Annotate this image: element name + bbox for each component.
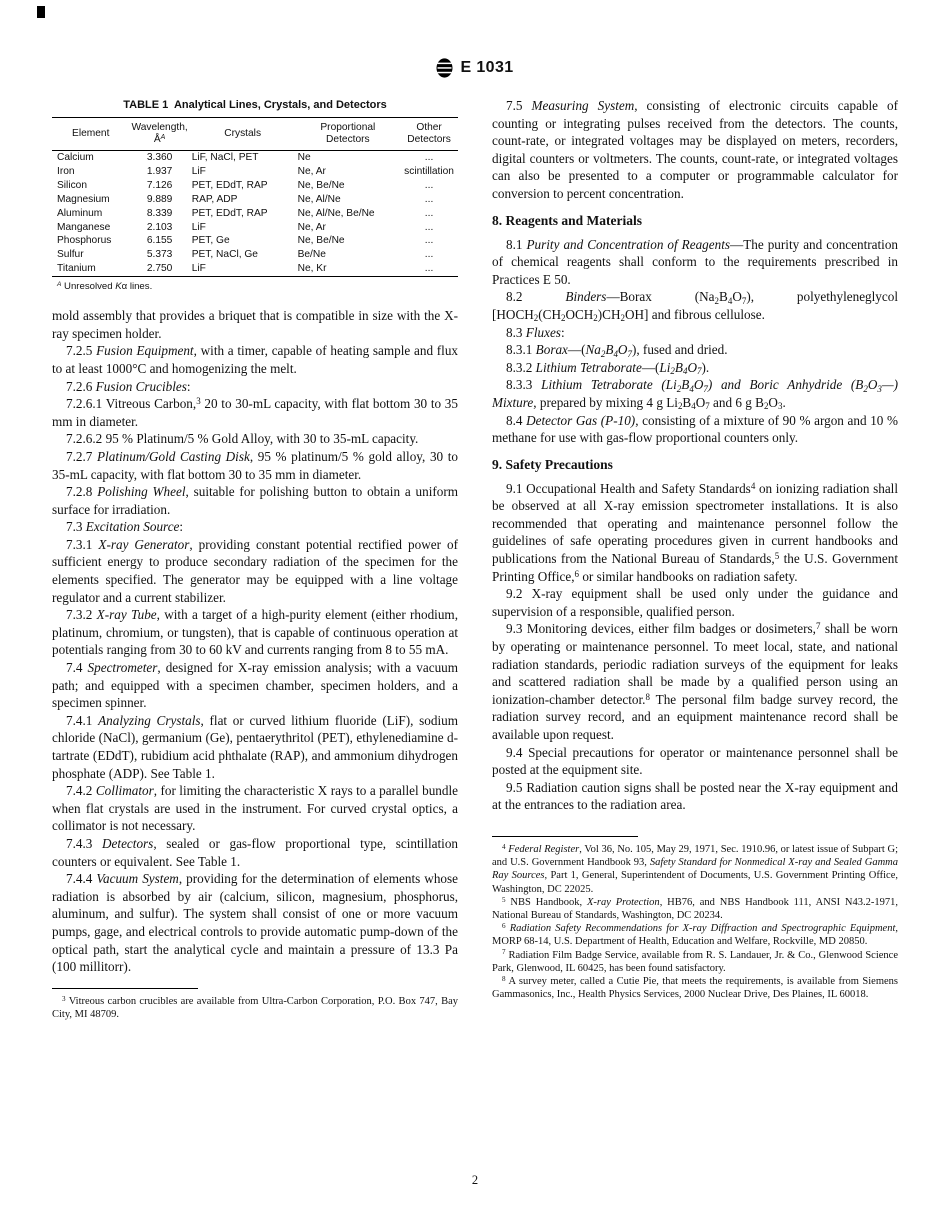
left-footnote-block bbox=[52, 988, 458, 1021]
left-column bbox=[52, 97, 458, 1021]
table-header-cell: Crystals bbox=[224, 128, 262, 139]
table-cell: RAP, ADP bbox=[191, 193, 238, 205]
paragraph: 7.3 Excitation Source: bbox=[66, 519, 184, 535]
table-cell: Ne, Be/Ne bbox=[297, 179, 345, 191]
table-cell: Iron bbox=[57, 165, 75, 177]
table-cell: 6.155 bbox=[146, 235, 173, 247]
paragraph: 7.4 Spectrometer, designed for X-ray emission analysis; with a vacuum path; and equipped with a specimen chamber, specimen holders, and a specimen spinner. bbox=[52, 660, 459, 711]
table-cell: Manganese bbox=[57, 221, 111, 233]
table-cell: ... bbox=[424, 221, 434, 233]
table-header-cell: Element bbox=[72, 128, 110, 139]
paragraph: 7.2.6.1 Vitreous Carbon,$^3$ 20 to 30-mL capacity, with flat bottom 30 to 35 mm in diameter. bbox=[52, 396, 458, 429]
table-row bbox=[52, 193, 458, 207]
paragraph: 7.4.3 Detectors, sealed or gas-flow proportional type, scintillation counters or equivalent. See Table 1. bbox=[52, 835, 459, 869]
table-cell: Ne, Kr bbox=[297, 263, 327, 275]
table-row bbox=[52, 151, 458, 165]
table-header-row bbox=[52, 118, 458, 151]
table-cell: Calcium bbox=[57, 152, 94, 163]
paragraph: 7.2.6 Fusion Crucibles: bbox=[66, 378, 191, 394]
footnote: $^5$ NBS Handbook, X-ray Protection, HB76, and NBS Handbook 111, ANSI N43.2-1971, National Bureau of Standards, Washington, DC 20234. bbox=[492, 895, 899, 921]
paragraph: 7.4.2 Collimator, for limiting the characteristic X rays to a parallel bundle when flat crystals are used in the instrument. For curved crystal optics, a collimator is not necessary. bbox=[52, 783, 459, 834]
document-header bbox=[0, 58, 950, 78]
analytical-lines-table bbox=[52, 117, 458, 277]
right-column-text bbox=[492, 97, 898, 814]
table-cell: Ne bbox=[297, 152, 311, 163]
table-cell: PET, EDdT, RAP bbox=[191, 207, 268, 219]
paragraph: mold assembly that provides a briquet that is compatible in size with the X-ray specimen holder. bbox=[52, 308, 458, 341]
table-cell: PET, EDdT, RAP bbox=[191, 179, 268, 191]
table-head bbox=[52, 118, 458, 151]
paragraph: 8.2 Binders—Borax $(Na_2B_4O_7)$, polyethyleneglycol $[HOCH_2(CH_2OCH_2)CH_2OH]$ and fibrous cellulose. bbox=[492, 289, 899, 324]
table-row bbox=[52, 262, 458, 276]
table-cell: ... bbox=[424, 179, 434, 191]
footnote: $^7$ Radiation Film Badge Service, available from R. S. Landauer, Jr. & Co., Glenwood Science Park, Glenwood, IL 60425, has been found satisfactory. bbox=[492, 948, 898, 974]
paragraph: 9.3 Monitoring devices, either film badges or dosimeters,$^7$ shall be worn by operating or maintenance personnel. To meet local, state, and national radiation standards, periodic radiation surveys of the equipment for leaks and scattered radiation shall be made by a qualified person using an ionization-chamber detector.$^8$ The personal film badge survey record, the radiation survey record, and an equipment maintenance record shall be available upon request. bbox=[492, 621, 899, 742]
section-heading: 8. Reagents and Materials bbox=[492, 212, 642, 228]
table-cell: PET, NaCl, Ge bbox=[191, 249, 258, 261]
table-cell: Ne, Be/Ne bbox=[297, 235, 345, 247]
paragraph: 9.4 Special precautions for operator or maintenance personnel shall be posted at the equipment site. bbox=[492, 744, 898, 778]
table-cell: 2.750 bbox=[146, 263, 173, 275]
table-row bbox=[52, 179, 458, 193]
paragraph: 8.3 Fluxes: bbox=[506, 324, 565, 340]
table-cell: Titanium bbox=[57, 263, 96, 275]
table-1-footnote: $^A$ Unresolved Kα lines. bbox=[57, 281, 153, 293]
paragraph: 8.3.3 Lithium Tetraborate $(Li_2B_4O_7)$ and Boric Anhydride $(B_2O_3—)$ Mixture, prepared by mixing 4 g $Li_2B_4O_7$ and 6 g $B_2O_3$. bbox=[492, 377, 898, 412]
table-cell: ... bbox=[424, 235, 434, 247]
table-header-cell: Other Detectors bbox=[407, 122, 451, 145]
table-cell: LiF, NaCl, PET bbox=[191, 152, 259, 163]
table-cell: 7.126 bbox=[146, 179, 173, 191]
table-cell: Ne, Al/Ne, Be/Ne bbox=[297, 207, 375, 219]
table-cell: 1.937 bbox=[146, 165, 173, 177]
footnote: $^4$ Federal Register, Vol 36, No. 105, May 29, 1971, Sec. 1910.96, or latest issue of Subpart G; and U.S. Government Handbook 93, Safety Standard for Nonmedical X-ray and Sealed Gamma Ray Sources, Part 1, General, Superintendent of Documents, U.S. Government Printing Office, Washington, DC 22025. bbox=[492, 842, 899, 895]
table-cell: Ne, Ar bbox=[297, 165, 326, 177]
table-cell: 8.339 bbox=[146, 207, 173, 219]
print-registration-mark bbox=[37, 6, 45, 18]
page-columns bbox=[52, 97, 898, 1021]
paragraph: 9.5 Radiation caution signs shall be posted near the X-ray equipment and at the entrances to the radiation area. bbox=[492, 779, 898, 813]
paragraph: 7.4.4 Vacuum System, providing for the determination of elements whose radiation is absorbed by air (calcium, silicon, magnesium, phosphorus, aluminum, and sulfur). The system shall consist of one or more vacuum pumps, gage, and electrical controls to provide automatic pump-down of the optical path, start the analytical cycle and maintain a pressure of 13.3 Pa (100 millitorr). bbox=[52, 871, 459, 975]
table-cell: LiF bbox=[191, 221, 206, 233]
table-cell: Magnesium bbox=[57, 193, 110, 205]
table-1 bbox=[52, 99, 458, 292]
right-column bbox=[492, 97, 898, 1021]
paragraph: 9.2 X-ray equipment shall be used only under the guidance and supervision of a responsible, qualified person. bbox=[492, 586, 898, 619]
table-header-cell: Wavelength, $Å^A$ bbox=[131, 122, 188, 145]
table-cell: Sulfur bbox=[57, 249, 84, 261]
table-row bbox=[52, 165, 458, 179]
footnote-separator-rule bbox=[492, 836, 638, 837]
table-cell: 2.103 bbox=[146, 221, 173, 233]
table-cell: 5.373 bbox=[146, 249, 173, 261]
footnote-separator-rule bbox=[52, 988, 198, 989]
paragraph: 7.2.5 Fusion Equipment, with a timer, capable of heating sample and flux to at least 1000°C and homogenizing the melt. bbox=[52, 343, 459, 376]
table-cell: Phosphorus bbox=[57, 235, 112, 247]
paragraph: 7.2.8 Polishing Wheel, suitable for polishing button to obtain a uniform surface for irradiation. bbox=[52, 484, 458, 517]
table-cell: LiF bbox=[191, 165, 206, 177]
table-cell: Aluminum bbox=[57, 207, 103, 219]
paragraph: 7.3.2 X-ray Tube, with a target of a high-purity element (either rhodium, platinum, chromium, or tungsten), that is capable of continuous operation at potentials ranging from 30 to 60 kV and currents ranging from 8 to 55 mA. bbox=[52, 607, 458, 658]
table-cell: ... bbox=[424, 207, 434, 219]
left-column-text bbox=[52, 307, 458, 976]
paragraph: 7.3.1 X-ray Generator, providing constant potential rectified power of sufficient energy to produce secondary radiation of the specimen for the elements specified. The generator may be equipped with a line voltage regulator and a current stabilizer. bbox=[52, 536, 458, 605]
page-number: 2 bbox=[471, 1173, 479, 1187]
right-footnote-block bbox=[492, 836, 898, 1001]
table-row bbox=[52, 207, 458, 221]
footnote: $^6$ Radiation Safety Recommendations for X-ray Diffraction and Spectrographic Equipment, MORP 68-14, U.S. Department of Health, Education and Welfare, Rockville, MD 20850. bbox=[492, 921, 899, 948]
table-cell: Ne, Al/Ne bbox=[297, 193, 341, 205]
paragraph: 7.4.1 Analyzing Crystals, flat or curved lithium fluoride (LiF), sodium chloride (NaCl), germanium (Ge), pentaerythritol (PET), ethylenediamine d-tartrate (EDdT), rubidium acid phthalate (RAP), and ammonium dihydrogen phosphate (ADP). See Table 1. bbox=[52, 712, 458, 781]
paragraph: 9.1 Occupational Health and Safety Standards$^4$ on ionizing radiation shall be observed at all X-ray emission spectrometer installations. It is also recommended that operating and maintenance personnel follow the guidelines of safe operating procedures given in current handbooks and publications from the National Bureau of Standards,$^5$ the U.S. Government Printing Office,$^6$ or similar handbooks on radiation safety. bbox=[492, 480, 899, 584]
table-1-title: TABLE 1 Analytical Lines, Crystals, and Detectors bbox=[123, 99, 387, 111]
footnote: $^8$ A survey meter, called a Cutie Pie, that meets the requirements, is available from Siemens Gammasonics, Inc., Health Physics Services, 2000 Nuclear Drive, Des Plaines, IL 60018. bbox=[492, 974, 898, 1001]
astm-logo-icon bbox=[436, 58, 453, 78]
paragraph: 7.2.6.2 95 % Platinum/5 % Gold Alloy, with 30 to 35-mL capacity. bbox=[66, 431, 419, 447]
paragraph: 8.3.1 $Borax—(Na_2B_4O_7)$, fused and dried. bbox=[506, 342, 728, 359]
table-cell: 3.360 bbox=[146, 152, 173, 163]
table-cell: ... bbox=[424, 152, 434, 163]
table-cell: PET, Ge bbox=[191, 235, 230, 247]
table-cell: ... bbox=[424, 263, 434, 275]
table-body bbox=[52, 151, 458, 277]
table-cell: scintillation bbox=[404, 165, 454, 177]
left-footnotes bbox=[52, 995, 458, 1021]
table-row bbox=[52, 234, 458, 248]
paragraph: 8.3.2 Lithium $Tetraborate—(Li_2B_4O_7)$. bbox=[506, 359, 710, 377]
table-cell: Ne, Ar bbox=[297, 221, 326, 233]
table-cell: LiF bbox=[191, 263, 206, 275]
paragraph: 8.1 Purity and Concentration of Reagents—The purity and concentration of chemical reagents shall conform to the requirements prescribed in Practices E 50. bbox=[492, 236, 899, 287]
right-footnotes bbox=[492, 843, 898, 1001]
paragraph: 7.5 Measuring System, consisting of electronic circuits capable of counting or integrating pulses received from the detectors. The counts, count-rate, or integrated voltages may be displayed on meters, recorders, digital counters or voltmeters. The counts, count-rate, or integrated voltages can also be presented to a computer or programmable calculator for conversion to percent concentration. bbox=[492, 98, 899, 201]
paragraph: 7.2.7 Platinum/Gold Casting Disk, 95 % platinum/5 % gold alloy, 30 to 35-mL capacity, with flat bottom 30 to 35 mm in diameter. bbox=[52, 448, 459, 482]
paragraph: 8.4 Detector Gas (P-10), consisting of a mixture of 90 % argon and 10 % methane for use with gas-flow proportional counters only. bbox=[492, 412, 898, 446]
table-cell: ... bbox=[424, 249, 434, 261]
footnote: $^3$ Vitreous carbon crucibles are available from Ultra-Carbon Corporation, P.O. Box 747, Bay City, MI 48709. bbox=[52, 994, 458, 1020]
table-header-cell: Proportional Detectors bbox=[320, 122, 376, 145]
table-row bbox=[52, 248, 458, 262]
table-cell: Silicon bbox=[57, 179, 88, 191]
table-cell: Be/Ne bbox=[297, 249, 326, 261]
table-cell: 9.889 bbox=[146, 193, 173, 205]
table-cell: ... bbox=[424, 193, 434, 205]
document-number: E 1031 bbox=[460, 59, 514, 76]
table-row bbox=[52, 221, 458, 235]
section-heading: 9. Safety Precautions bbox=[492, 456, 613, 472]
